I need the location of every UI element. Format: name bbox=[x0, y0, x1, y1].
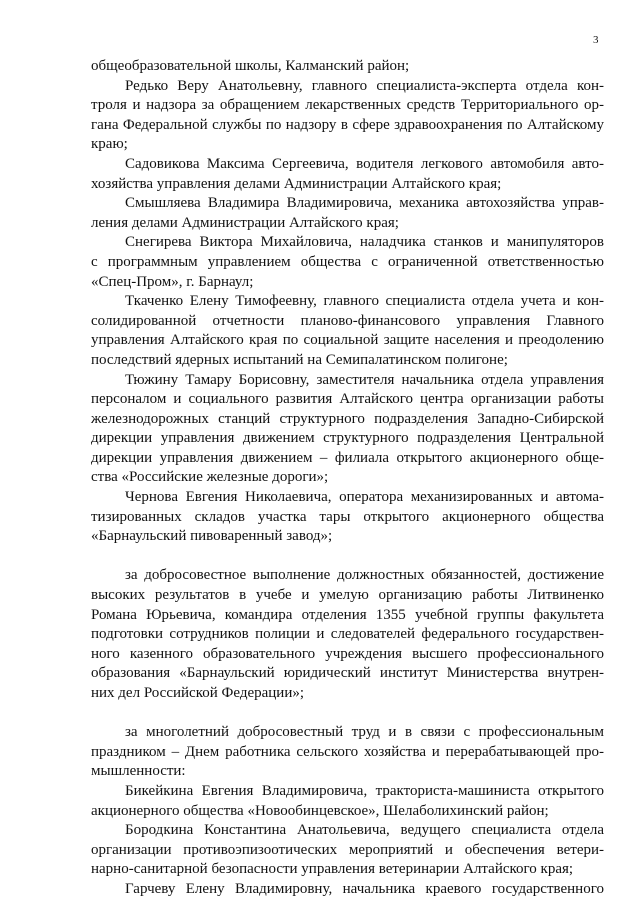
paragraph bbox=[91, 723, 604, 782]
text-line: Садовикова Максима Сергеевича, водителя легкового автомобиля авто- bbox=[125, 155, 604, 172]
text-line: них дел Российской Федерации»; bbox=[91, 685, 305, 701]
text-line: управления Алтайского края по социальной защите населения и преодолению bbox=[91, 332, 604, 349]
text-line: «Спец-Пром», г. Барнаул; bbox=[91, 273, 254, 290]
text-line: тизированных складов участка тары открытого акционерного общества bbox=[91, 508, 604, 525]
text-line: Гарчеву Елену Владимировну, начальника краевого государственного bbox=[125, 880, 604, 897]
text-line: общеобразовательной школы, Калманский район; bbox=[91, 58, 410, 74]
text-line: подготовки сотрудников полиции и следователей федерального государствен- bbox=[91, 626, 604, 643]
text-line: «Барнаульский пивоваренный завод»; bbox=[91, 528, 333, 545]
text-line: акционерного общества «Новообинцевское», Шелаболихинский район; bbox=[91, 802, 549, 819]
section-gap bbox=[91, 704, 604, 724]
text-line: дирекции управления движением – филиала открытого акционерного обще- bbox=[91, 449, 604, 466]
text-line: Редько Веру Анатольевну, главного специалиста-эксперта отдела кон- bbox=[125, 77, 604, 94]
text-line: за многолетний добросовестный труд и в связи с профессиональным bbox=[125, 724, 604, 741]
text-line: троля и надзора за обращением лекарственных средств Территориального ор- bbox=[91, 97, 604, 114]
text-line: краю; bbox=[91, 136, 128, 153]
text-line: за добросовестное выполнение должностных обязанностей, достижение bbox=[125, 567, 604, 584]
text-line: персоналом и социального развития Алтайского центра организации работы bbox=[91, 391, 604, 408]
text-line: Ткаченко Елену Тимофеевну, главного специалиста отдела учета и кон- bbox=[125, 293, 604, 310]
paragraph bbox=[91, 233, 604, 292]
text-line: хозяйства управления делами Администрации Алтайского края; bbox=[91, 175, 502, 192]
text-line: Романа Юрьевича, командира отделения 1355 учебной группы факультета bbox=[91, 606, 604, 623]
paragraph bbox=[91, 488, 604, 547]
paragraph bbox=[91, 821, 604, 880]
paragraph bbox=[91, 782, 604, 821]
paragraph bbox=[91, 194, 604, 233]
text-line: солидированной отчетности планово-финансового управления Главного bbox=[91, 312, 604, 329]
page-number: 3 bbox=[593, 34, 599, 46]
text-line: мышленности: bbox=[91, 763, 186, 780]
text-line: с программным управлением общества с ограниченной ответственностью bbox=[91, 253, 604, 270]
paragraph bbox=[91, 566, 604, 703]
text-line: Чернова Евгения Николаевича, оператора механизированных и автома- bbox=[125, 489, 604, 506]
text-line: высоких результатов в учебе и умелую организацию работы Литвиненко bbox=[91, 587, 604, 604]
document-body bbox=[91, 57, 604, 900]
section-gap bbox=[91, 547, 604, 567]
text-line: Тюжину Тамару Борисовну, заместителя начальника отдела управления bbox=[125, 371, 604, 388]
text-line: последствий ядерных испытаний на Семипалатинском полигоне; bbox=[91, 351, 508, 368]
text-line: дирекции управления движением структурного подразделения Центральной bbox=[91, 430, 604, 447]
text-line: Смышляева Владимира Владимировича, механика автохозяйства управ- bbox=[125, 195, 604, 212]
text-line: нарно-санитарной безопасности управления ветеринарии Алтайского края; bbox=[91, 861, 574, 878]
text-line: железнодорожных станций структурного подразделения Западно-Сибирской bbox=[91, 410, 604, 427]
text-line: праздником – Днем работника сельского хозяйства и перерабатывающей про- bbox=[91, 743, 604, 760]
text-line: Снегирева Виктора Михайловича, наладчика станков и манипуляторов bbox=[125, 234, 604, 251]
text-line: Бородкина Константина Анатольевича, ведущего специалиста отдела bbox=[125, 822, 604, 839]
paragraph bbox=[91, 155, 604, 194]
text-line: ного казенного образовательного учреждения высшего профессионального bbox=[91, 645, 604, 662]
text-line: образования «Барнаульский юридический институт Министерства внутрен- bbox=[91, 665, 604, 682]
paragraph bbox=[91, 57, 604, 77]
text-line: организации противоэпизоотических мероприятий и обеспечения ветери- bbox=[91, 841, 604, 858]
text-line: ления делами Администрации Алтайского края; bbox=[91, 214, 399, 231]
paragraph bbox=[91, 77, 604, 155]
text-line: ства «Российские железные дороги»; bbox=[91, 469, 329, 486]
text-line: гана Федеральной службы по надзору в сфере здравоохранения по Алтайскому bbox=[91, 116, 604, 133]
paragraph bbox=[91, 371, 604, 489]
paragraph bbox=[91, 292, 604, 370]
paragraph bbox=[91, 880, 604, 900]
text-line: Бикейкина Евгения Владимировича, тракториста-машиниста открытого bbox=[125, 782, 604, 799]
